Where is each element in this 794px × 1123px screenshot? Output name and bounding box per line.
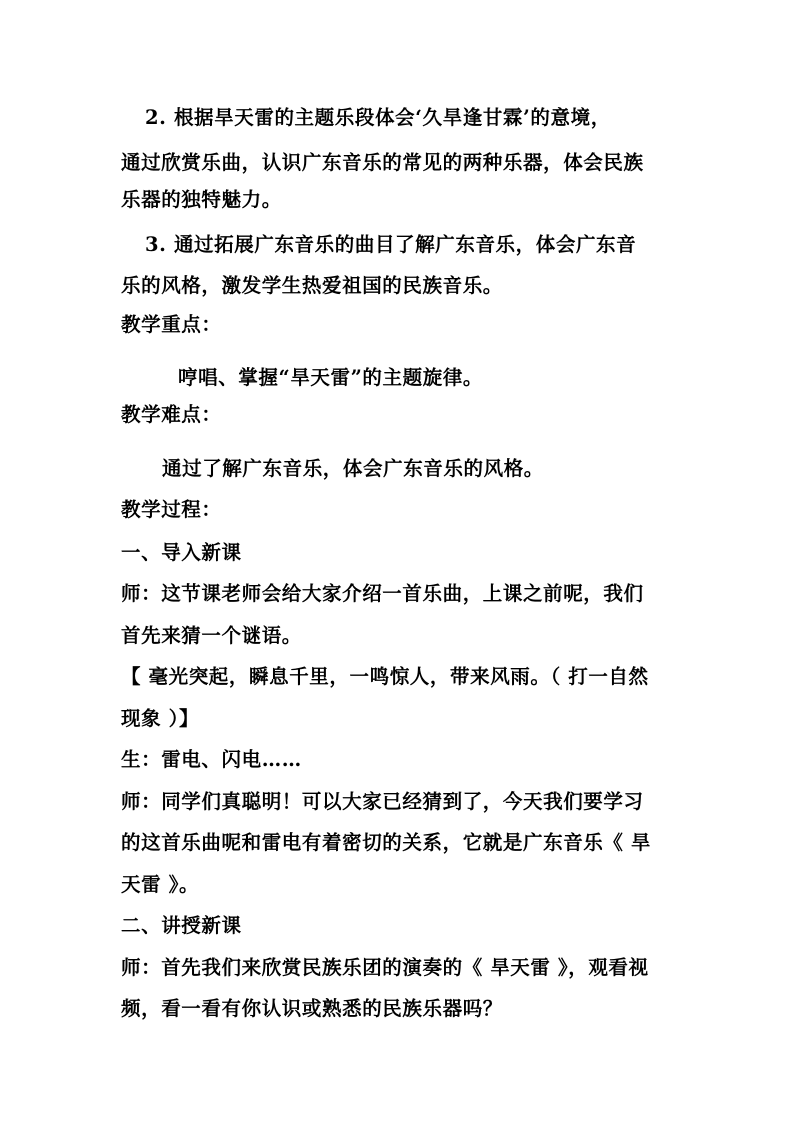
objective-3-line-1: 3. 通过拓展广东音乐的曲目了解广东音乐，体会广东音 — [145, 233, 637, 256]
teacher-line-1a: 师：这节课老师会给大家介绍一首乐曲，上课之前呢，我们 — [121, 582, 644, 605]
section-1-heading: 一、导入新课 — [121, 541, 242, 564]
teacher-line-2c: 天雷 》。 — [121, 873, 200, 896]
objective-2-line-1: 2. 根据旱天雷的主题乐段体会‘久旱逢甘霖’的意境， — [145, 106, 611, 129]
key-points-text: 哼唱、掌握“旱天雷”的主题旋律。 — [178, 366, 484, 389]
teacher-line-2a: 师：同学们真聪明！可以大家已经猜到了，今天我们要学习 — [121, 790, 644, 813]
student-reply: 生：雷电、闪电…… — [121, 748, 302, 771]
key-points-heading: 教学重点： — [121, 313, 222, 336]
objective-2-line-3: 乐器的独特魅力。 — [121, 188, 282, 211]
objective-2-line-2: 通过欣赏乐曲，认识广东音乐的常见的两种乐器，体会民族 — [121, 151, 644, 174]
difficulty-heading: 教学难点： — [121, 403, 222, 426]
teacher-line-1b: 首先来猜一个谜语。 — [121, 624, 302, 647]
teacher-line-2b: 的这首乐曲呢和雷电有着密切的关系，它就是广东音乐《 旱 — [121, 831, 651, 854]
riddle-line-2: 现象 ）】 — [121, 707, 200, 730]
teacher-line-3b: 频，看一看有你认识或熟悉的民族乐器吗？ — [121, 997, 503, 1020]
teacher-line-3a: 师：首先我们来欣赏民族乐团的演奏的《 旱天雷 》，观看视 — [121, 956, 649, 979]
difficulty-text: 通过了解广东音乐，体会广东音乐的风格。 — [162, 457, 544, 480]
teaching-process-heading: 教学过程： — [121, 498, 222, 521]
objective-3-line-2: 乐的风格，激发学生热爱祖国的民族音乐。 — [121, 274, 503, 297]
riddle-line-1: 【 毫光突起，瞬息千里，一鸣惊人，带来风雨。（ 打一自然 — [121, 665, 649, 688]
section-2-heading: 二、讲授新课 — [121, 914, 242, 937]
